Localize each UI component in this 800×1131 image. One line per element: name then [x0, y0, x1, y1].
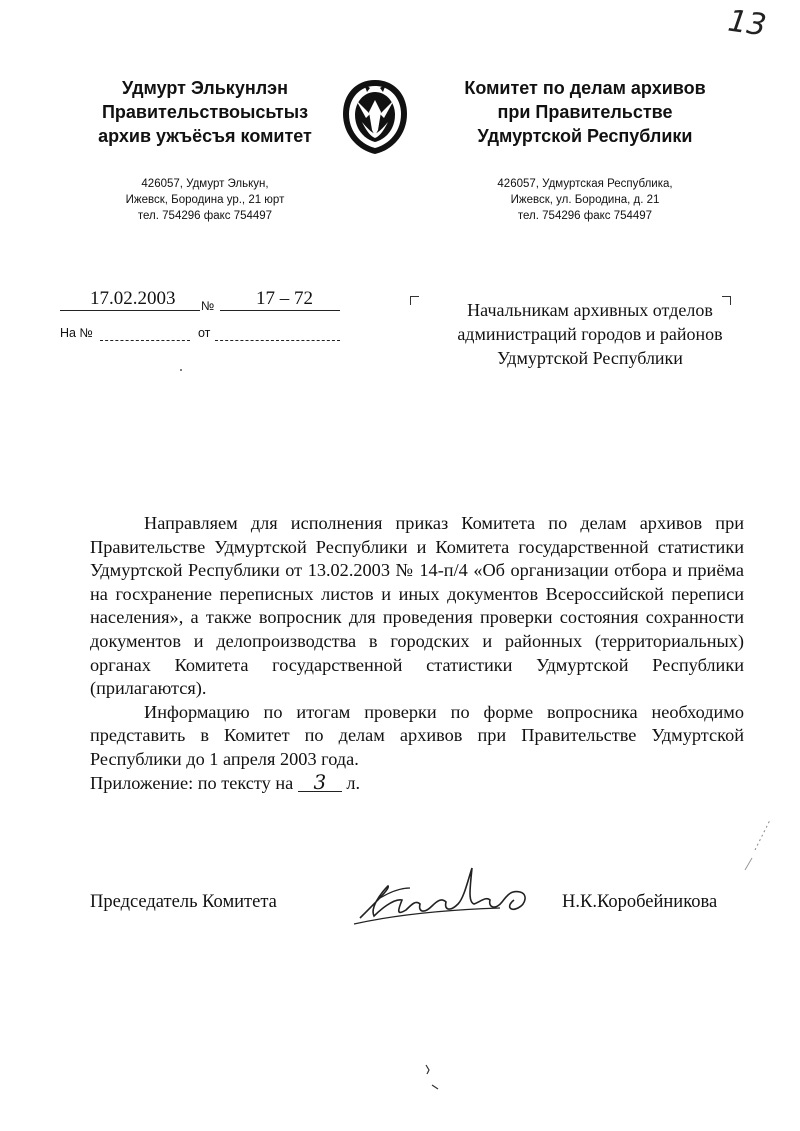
body-paragraph-2: Информацию по итогам проверки по форме вопросника необходимо представить в Комитет по делам архивов при Правительстве Удмуртской Республики до 1 апреля 2003 года.	[90, 701, 744, 769]
addressee-corner-left	[410, 296, 419, 305]
addressee: Начальникам архивных отделов администраций городов и районов Удмуртской Республики	[457, 300, 723, 368]
header-left-title: Удмурт Элькунлэн Правительствоысьтыз архив ужъёсъя комитет	[98, 78, 312, 146]
signatory-name: Н.К.Коробейникова	[562, 892, 718, 912]
from-label: от	[198, 326, 211, 340]
reply-to-label: На №	[60, 326, 93, 340]
attachment-line: Приложение: по тексту на 3 л.	[90, 769, 361, 794]
number-underline	[220, 310, 340, 311]
from-underline	[215, 340, 340, 341]
header-left-address: 426057, Удмурт Элькун, Ижевск, Бородина ур., 21 юрт тел. 754296 факс 754497	[125, 178, 285, 222]
header-left	[50, 76, 360, 224]
attachment-pages-handwritten: 3	[298, 773, 342, 792]
body-paragraph-1: Направляем для исполнения приказ Комитета по делам архивов при Правительстве Удмуртской Республики и Комитета государственной статистики Удмуртской Республики от 13.02.2003 № 14-п/4 «Об организации отбора и приёма на госхранение переписных листов и иных документов Всероссийской переписи населения», а также вопросник для проведения проверки состояния сохранности документов и делопроизводства в городских и районных (территориальных) органах Комитета государственной статистики Удмуртской Республики (прилагаются).	[90, 513, 744, 699]
letter-body	[90, 512, 744, 795]
handwritten-signature	[350, 858, 560, 938]
signatory-position: Председатель Комитета	[90, 892, 277, 912]
header-right-title: Комитет по делам архивов при Правительстве Удмуртской Республики	[464, 78, 706, 146]
header-right-address: 426057, Удмуртская Республика, Ижевск, ул. Бородина, д. 21 тел. 754296 факс 754497	[497, 178, 673, 222]
number-label: №	[201, 299, 215, 313]
registration-number: 17 – 72	[256, 288, 313, 309]
date-underline	[60, 310, 200, 311]
reply-to-underline	[100, 340, 190, 341]
registration-date: 17.02.2003	[90, 288, 176, 309]
coat-of-arms-emblem	[340, 78, 410, 156]
header-right	[430, 76, 740, 224]
page-number: 13	[725, 3, 769, 44]
